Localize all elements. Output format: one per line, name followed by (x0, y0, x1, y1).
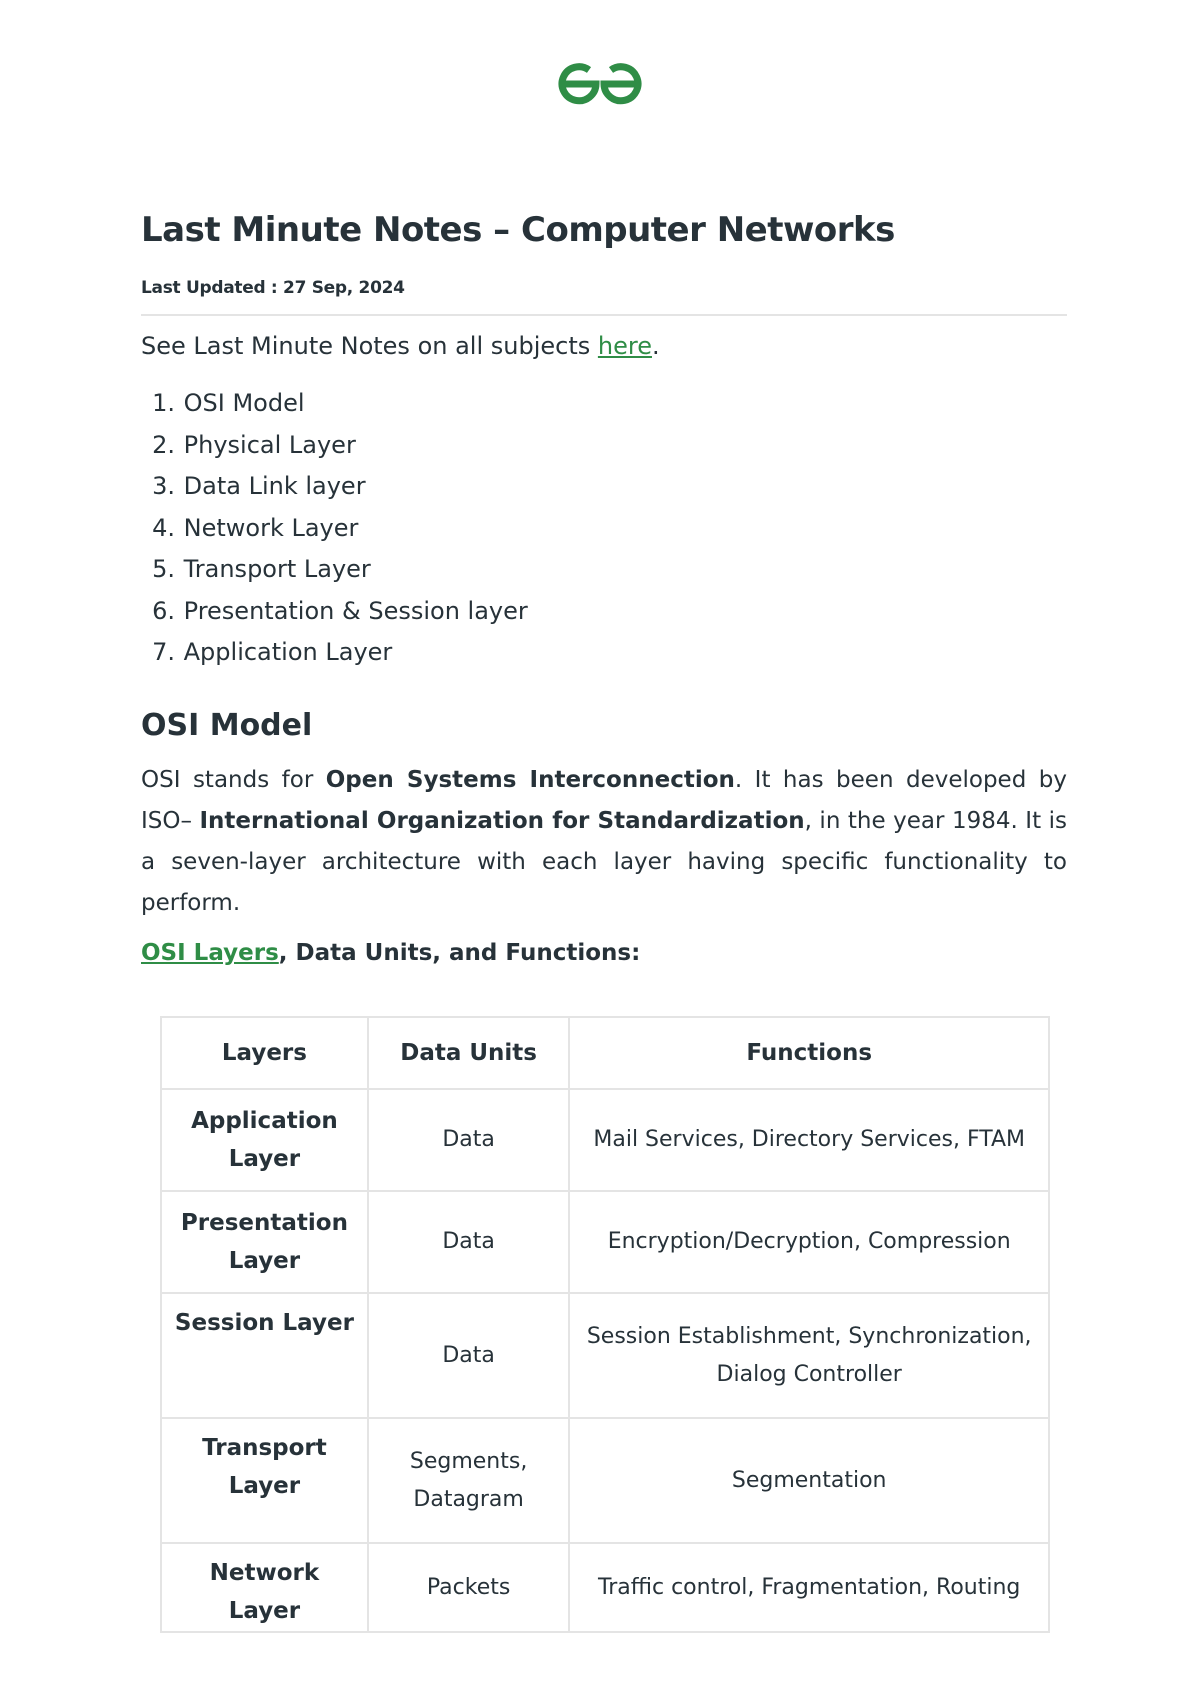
toc-item[interactable]: 5. Transport Layer (152, 555, 371, 583)
layer-cell: Presentation Layer (161, 1191, 368, 1293)
table-header-row (161, 1017, 1049, 1089)
osi-layers-subheading: OSI Layers, Data Units, and Functions: (141, 940, 641, 966)
data-unit-cell: Data (368, 1191, 570, 1293)
toc-item[interactable]: 7. Application Layer (152, 638, 393, 666)
column-header: Data Units (368, 1017, 570, 1089)
toc-item[interactable]: 6. Presentation & Session layer (152, 596, 528, 625)
table-row (161, 1543, 1049, 1632)
layer-cell: Application Layer (161, 1089, 368, 1191)
last-updated: Last Updated : 27 Sep, 2024 (141, 278, 405, 298)
osi-layers-table (160, 1016, 1050, 1633)
intro-here-link[interactable]: here (597, 332, 652, 360)
data-unit-cell: Data (368, 1293, 570, 1418)
column-header: Layers (161, 1017, 368, 1089)
table-row (161, 1418, 1049, 1543)
osi-layers-link[interactable]: OSI Layers (141, 940, 279, 966)
data-unit-cell: Packets (368, 1543, 570, 1632)
layer-cell: Network Layer (161, 1543, 368, 1632)
table-row (161, 1089, 1049, 1191)
toc-item[interactable]: 4. Network Layer (152, 513, 359, 542)
functions-cell: Encryption/Decryption, Compression (569, 1191, 1049, 1293)
page-title: Last Minute Notes – Computer Networks (141, 210, 895, 250)
table-of-contents (141, 383, 528, 674)
data-unit-cell: Data (368, 1089, 570, 1191)
osi-description: OSI stands for Open Systems Interconnection. It has been developed by ISO– International Organization for Standardization, in the year 1984. It is a seven-layer architecture with each layer having specific functionality to perform. (141, 767, 1067, 916)
toc-item[interactable]: 1. OSI Model (152, 389, 305, 417)
toc-item[interactable]: 2. Physical Layer (152, 430, 356, 459)
logo (0, 60, 1200, 112)
functions-cell: Traffic control, Fragmentation, Routing (569, 1543, 1049, 1632)
layer-cell: Transport Layer (161, 1418, 368, 1543)
toc-item[interactable]: 3. Data Link layer (152, 472, 366, 500)
intro-text (141, 332, 660, 360)
intro-suffix: . (651, 332, 660, 360)
functions-cell: Segmentation (569, 1418, 1049, 1543)
divider (141, 314, 1067, 316)
intro-prefix: See Last Minute Notes on all subjects (141, 332, 598, 360)
table-row (161, 1293, 1049, 1418)
gfg-logo-icon (556, 60, 644, 108)
layer-cell: Session Layer (161, 1293, 368, 1418)
data-unit-cell: Segments, Datagram (368, 1418, 570, 1543)
table-row (161, 1191, 1049, 1293)
functions-cell: Mail Services, Directory Services, FTAM (569, 1089, 1049, 1191)
column-header: Functions (569, 1017, 1049, 1089)
functions-cell: Session Establishment, Synchronization, Dialog Controller (569, 1293, 1049, 1418)
osi-model-heading: OSI Model (141, 708, 313, 743)
